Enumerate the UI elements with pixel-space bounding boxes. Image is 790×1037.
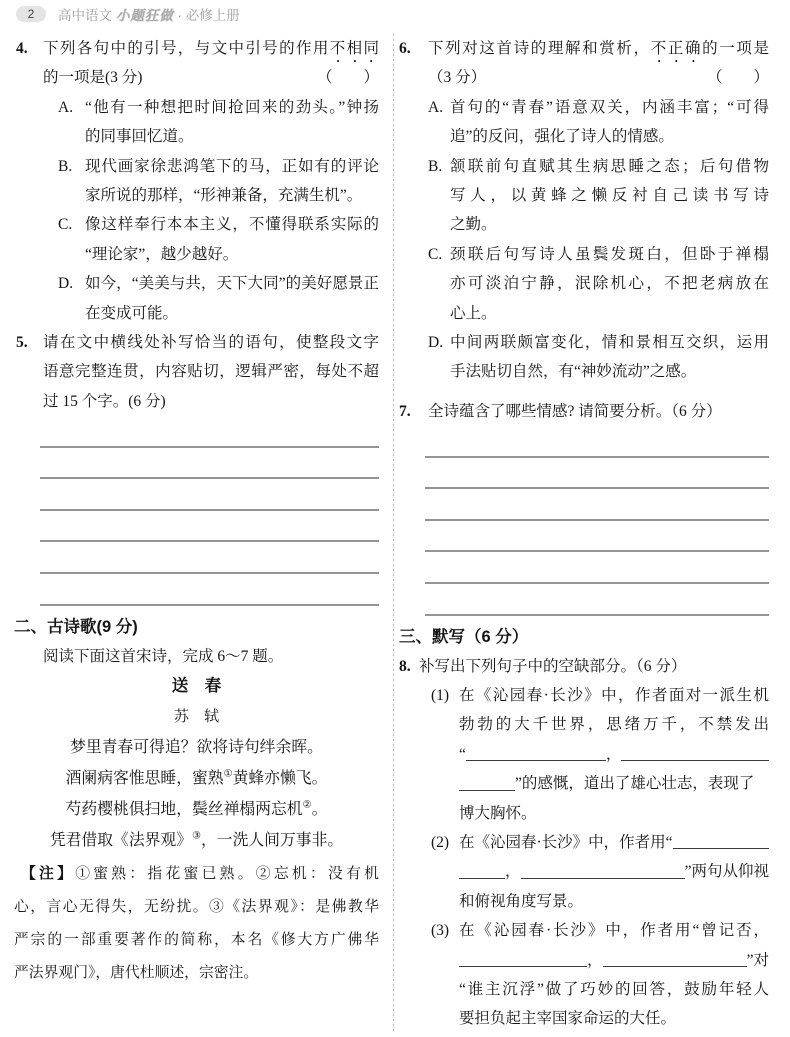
answer-lines: [40, 416, 379, 606]
option-label: A.: [58, 98, 74, 116]
text-line: [14, 924, 379, 957]
text-segment: （3 分）: [428, 69, 487, 87]
text-segment: 。: [311, 801, 328, 819]
text-line: [459, 916, 769, 945]
text-line: [85, 122, 379, 151]
text-line: [43, 357, 379, 386]
text-segment: 的同事回忆道。: [85, 128, 194, 146]
text-line: [459, 681, 769, 710]
item-body: [459, 828, 769, 916]
text-segment: 严宗的一部重要著作的简称，本名《修大方广佛华: [14, 932, 379, 949]
text-segment: 下列各句中的引号，与文中引号的作用: [43, 40, 330, 57]
answer-blank: [673, 848, 769, 849]
text-segment: ”对: [746, 951, 769, 969]
text-segment: 手法贴切自然，有“神妙流动”之感。: [450, 363, 697, 381]
option-label: D.: [58, 275, 74, 293]
text-segment: 在《沁园春·长沙》中，作者面对一派生机: [459, 687, 769, 705]
text-segment: 之勤。: [450, 216, 497, 234]
book-subject: 高中语文: [58, 8, 112, 23]
poem-author: 苏 轼: [173, 709, 219, 726]
line-text: [428, 63, 486, 92]
question-number: 5.: [16, 333, 28, 351]
option-body: [450, 328, 769, 387]
text-segment: 和俯视角度写景。: [459, 892, 584, 910]
option: [58, 210, 379, 269]
item-label: (3): [431, 922, 450, 940]
text-line: [450, 357, 769, 386]
question-body: [428, 397, 769, 426]
text-segment: 语意完整连贯，内容贴切，逻辑严密，每处不超: [43, 363, 379, 381]
text-segment: ②: [302, 799, 312, 811]
option-body: [450, 240, 769, 328]
answer-bracket: （ ）: [316, 69, 379, 87]
answer-blank: [459, 790, 515, 791]
text-segment: 要担负起主宰国家命运的大任。: [459, 1010, 677, 1028]
option-label: A.: [428, 98, 444, 116]
answer-blank: [459, 966, 587, 967]
text-line: [450, 328, 769, 357]
text-segment: 首句的“青春”语意双关，内涵丰富；“可得: [450, 98, 769, 116]
question-body: [428, 34, 769, 387]
poem-note: [14, 858, 379, 990]
text-line: [459, 857, 769, 886]
text-line: [459, 740, 769, 769]
question-5: [14, 328, 379, 416]
answer-line: [40, 448, 379, 480]
answer-blank: [603, 966, 747, 967]
text-line: [14, 732, 379, 763]
text-line: [428, 397, 769, 426]
section-title-poetry: 二、古诗歌(9 分): [14, 617, 138, 636]
answer-line: [425, 584, 769, 616]
text-segment: ③: [192, 830, 201, 842]
text-segment: 中间两联颇富变化，情和景相互交织，运用: [450, 333, 769, 351]
text-segment: 勃勃的大千世界，思绪万千，不禁发出: [459, 716, 769, 734]
question-number: 4.: [16, 40, 28, 57]
text-line: [14, 825, 379, 856]
text-segment: 凭君借取《法界观》: [49, 832, 193, 850]
emphasized-text: 不正确: [650, 40, 703, 57]
option: [428, 240, 769, 328]
text-segment: 亦可淡泊宁静，泯除机心，不把老病放在: [450, 275, 769, 293]
text-segment: 家所说的那样，“形神兼备，充满生机”。: [85, 186, 363, 204]
option-label: C.: [428, 245, 443, 263]
text-segment: 梦里青春可得追？欲将诗句绊余晖。: [70, 739, 323, 757]
text-line: [85, 152, 379, 181]
text-segment: ，一洗人间万事非。: [200, 832, 344, 850]
option-body: [85, 152, 379, 211]
text-segment: “: [459, 745, 466, 763]
book-volume: 必修上册: [185, 8, 240, 23]
text-line: [459, 828, 769, 857]
text-line: [85, 240, 379, 269]
text-segment: 在《沁园春·长沙》中，作者用“曾记否，: [459, 922, 769, 940]
text-segment: 下列对这首诗的理解和赏析，: [428, 40, 651, 57]
question-number: 6.: [399, 40, 411, 57]
text-segment: “他有一种想把时间抢回来的劲头。”钟扬: [85, 98, 379, 116]
text-segment: 颈联后句写诗人虽鬓发斑白，但卧于禅榻: [450, 245, 769, 263]
dictation-item: [431, 916, 769, 1034]
option: [428, 93, 769, 152]
emphasized-text: 不相同: [329, 40, 379, 57]
question-body: [43, 328, 379, 416]
text-line: [14, 858, 379, 891]
text-line: [14, 891, 379, 924]
text-line: [459, 1004, 769, 1033]
text-line: [450, 299, 769, 328]
option-body: [450, 152, 769, 240]
text-line: [450, 93, 769, 122]
item-body: [459, 681, 769, 828]
text-line: [450, 210, 769, 239]
answer-line: [40, 416, 379, 448]
text-segment: 在变成可能。: [85, 304, 179, 322]
option-label: D.: [428, 333, 444, 351]
question-7: [399, 397, 769, 426]
answer-blank: [466, 760, 606, 761]
answer-line: [425, 458, 769, 490]
text-line: [85, 210, 379, 239]
text-segment: “理论家”，越少越好。: [85, 245, 239, 263]
text-segment: 心上。: [450, 304, 497, 322]
text-line: [428, 63, 769, 92]
text-segment: 颔联前句直赋其生病思睡之态；后句借物: [450, 157, 769, 175]
text-segment: 追”的反问，强化了诗人的情感。: [450, 128, 674, 146]
text-segment: ，: [587, 951, 603, 969]
text-segment: 如今，“美美与共，天下大同”的美好愿景正: [85, 275, 379, 293]
poem-intro: 阅读下面这首宋诗，完成 6～7 题。: [43, 647, 284, 665]
question-number: 7.: [399, 402, 411, 420]
text-line: [459, 710, 769, 739]
answer-blank: [459, 878, 505, 879]
answer-lines: [425, 426, 769, 616]
page-header: [16, 4, 240, 24]
two-column-layout: [0, 34, 769, 1034]
text-segment: 像这样奉行本本主义，不懂得联系实际的: [85, 216, 379, 234]
option-label: B.: [428, 157, 443, 175]
question-number: 8.: [399, 657, 411, 675]
text-line: [14, 794, 379, 825]
answer-line: [40, 574, 379, 606]
text-line: [450, 269, 769, 298]
answer-blank: [621, 760, 769, 761]
text-segment: 【注】: [21, 866, 76, 883]
text-line: [43, 34, 379, 63]
text-segment: 严法界观门》，唐代杜顺述，宗密注。: [14, 965, 259, 982]
option: [58, 93, 379, 152]
text-segment: 博大胸怀。: [459, 804, 537, 822]
left-column: [14, 34, 379, 990]
option-body: [85, 210, 379, 269]
option-label: B.: [58, 157, 73, 175]
text-line: [450, 122, 769, 151]
question-body: [43, 34, 379, 328]
dictation-item: [431, 828, 769, 916]
question-4: [14, 34, 379, 328]
text-segment: 心，言心无得失，无纷扰。③《法界观》：是佛教华: [14, 899, 379, 916]
option-label: C.: [58, 216, 73, 234]
text-segment: 酒阑病客惟思睡，蜜熟: [65, 770, 224, 788]
text-line: [450, 152, 769, 181]
text-segment: 过 15 个字。(6 分): [43, 392, 166, 410]
text-segment: ，: [605, 745, 622, 763]
text-line: [85, 181, 379, 210]
text-line: [85, 299, 379, 328]
text-line: [43, 328, 379, 357]
text-segment: 写人，以黄蜂之懒反衬自己读书写诗: [450, 186, 769, 204]
text-segment: ”两句从仰视: [684, 863, 769, 881]
option: [428, 152, 769, 240]
item-body: [459, 916, 769, 1034]
text-line: [450, 240, 769, 269]
text-segment: 黄蜂亦懒飞。: [232, 770, 328, 788]
right-column: [399, 34, 769, 1034]
dictation-item: [431, 681, 769, 828]
answer-line: [40, 511, 379, 543]
text-line: [459, 887, 769, 916]
text-segment: 的一项是: [702, 40, 769, 57]
option: [428, 328, 769, 387]
text-line: [459, 799, 769, 828]
item-label: (1): [431, 687, 450, 705]
text-segment: 现代画家徐悲鸿笔下的马，正如有的评论: [85, 157, 379, 175]
answer-line: [425, 426, 769, 458]
column-divider: [393, 34, 394, 1032]
text-line: [85, 93, 379, 122]
text-line: [428, 34, 769, 63]
text-segment: ①蜜熟：指花蜜已熟。②忘机：没有机: [75, 866, 379, 883]
option: [58, 269, 379, 328]
question-6: [399, 34, 769, 387]
text-line: [459, 769, 769, 798]
answer-line: [40, 542, 379, 574]
text-segment: ①: [223, 768, 233, 780]
text-line: [85, 269, 379, 298]
text-segment: “谁主沉浮”做了巧妙的回答，鼓励年轻人: [459, 980, 769, 998]
text-segment: 的一项是(3 分): [43, 69, 143, 87]
answer-bracket: （ ）: [706, 69, 769, 87]
text-segment: ，: [505, 863, 521, 881]
answer-line: [425, 552, 769, 584]
text-segment: 在《沁园春·长沙》中，作者用“: [459, 833, 673, 851]
line-text: [43, 63, 142, 92]
question-body: [419, 652, 769, 1034]
answer-line: [425, 521, 769, 553]
text-segment: 芍药樱桃俱扫地，鬓丝禅榻两忘机: [65, 801, 303, 819]
header-title: [58, 4, 240, 24]
question-8: [399, 652, 769, 1034]
poem-title: 送 春: [171, 677, 222, 696]
section-title-dictation: 三、默写（6 分）: [399, 627, 529, 646]
page-number-badge: 2: [16, 6, 46, 22]
answer-blank: [521, 878, 685, 879]
text-line: [43, 63, 379, 92]
text-segment: 全诗蕴含了哪些情感? 请简要分析。（6 分）: [428, 402, 722, 420]
text-line: [459, 946, 769, 975]
text-line: [450, 181, 769, 210]
text-line: [43, 387, 379, 416]
text-line: [419, 652, 769, 681]
text-line: [14, 957, 379, 990]
text-segment: 补写出下列句子中的空缺部分。（6 分）: [419, 657, 687, 675]
item-label: (2): [431, 834, 450, 851]
answer-line: [40, 479, 379, 511]
text-line: [459, 975, 769, 1004]
title-separator: ·: [177, 8, 183, 23]
text-segment: ”的感慨，道出了雄心壮志，表现了: [515, 775, 755, 793]
text-line: [14, 763, 379, 794]
option: [58, 152, 379, 211]
option-body: [85, 93, 379, 152]
option-body: [450, 93, 769, 152]
option-body: [85, 269, 379, 328]
text-segment: 请在文中横线处补写恰当的语句，使整段文字: [43, 333, 379, 351]
brand-logo: 小题狂做: [115, 8, 174, 23]
answer-line: [425, 489, 769, 521]
